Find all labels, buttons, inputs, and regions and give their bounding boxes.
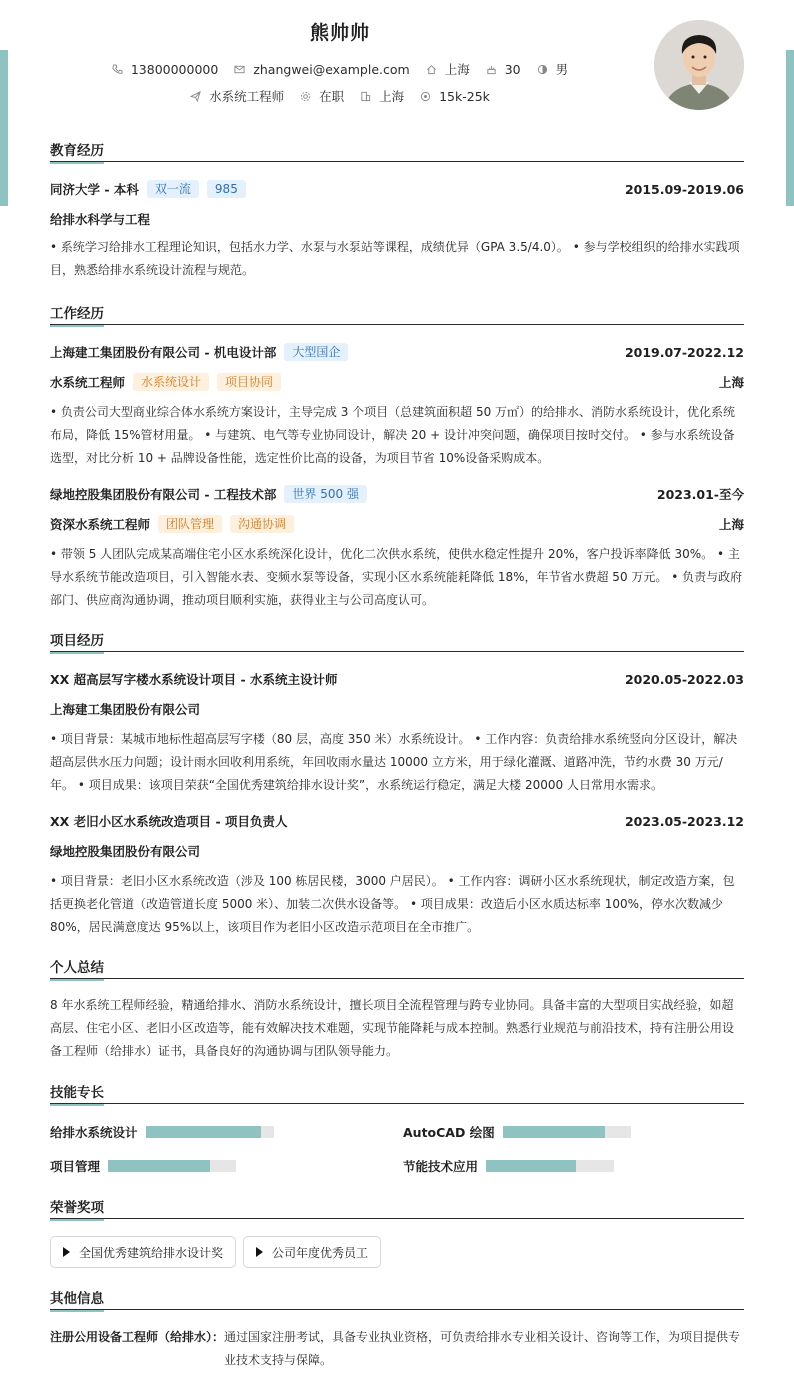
education-description: • 系统学习给排水工程理论知识，包括水力学、水泵与水泵站等课程，成绩优异（GPA 3.5/4.0）。 • 参与学校组织的给排水实践项目，熟悉给排水系统设计流程与规范。 <box>50 240 740 277</box>
section-work-title: 工作经历 <box>50 302 744 325</box>
age-text: 30 <box>504 61 521 77</box>
project-company: 上海建工集团股份有限公司 <box>50 702 201 717</box>
section-other-title: 其他信息 <box>50 1287 744 1310</box>
job-intent-row <box>0 87 680 105</box>
skill-name: 节能技术应用 <box>403 1159 479 1174</box>
skill-item <box>403 1123 631 1141</box>
work-location: 上海 <box>718 375 744 390</box>
skill-bar <box>108 1160 236 1172</box>
skill-bar-fill <box>503 1126 605 1138</box>
work-tag: 水系统设计 <box>133 373 209 391</box>
gender-item <box>537 60 569 78</box>
school-name: 同济大学 - 本科 <box>50 182 139 197</box>
summary-text: 8 年水系统工程师经验，精通给排水、消防水系统设计，擅长项目全流程管理与跨专业协同。具备丰富的大型项目实战经验，如超高层、住宅小区、老旧小区改造等，能有效解决技术难题，实现节能降耗与成本控制。熟悉行业规范与前沿技术，持有注册公用设备工程师（给排水）证书，具备良好的沟通协调与团队领导能力。 <box>50 998 735 1058</box>
project-company: 绿地控股集团股份有限公司 <box>50 844 201 859</box>
skill-name: AutoCAD 绘图 <box>403 1125 495 1140</box>
award-text: 公司年度优秀员工 <box>272 1245 369 1260</box>
gender-icon <box>537 64 548 75</box>
position-text: 水系统工程师 <box>209 89 285 104</box>
gender-text: 男 <box>555 62 569 77</box>
building-icon <box>360 91 371 102</box>
education-tag: 双一流 <box>147 180 199 198</box>
work-title-row <box>50 515 744 533</box>
work-tag: 沟通协调 <box>230 515 294 533</box>
award-text: 全国优秀建筑给排水设计奖 <box>79 1245 224 1260</box>
age-item <box>486 62 521 77</box>
skill-bar <box>146 1126 274 1138</box>
project-description: • 项目背景：某城市地标性超高层写字楼（80 层，高度 350 米）水系统设计。 • 工作内容：负责给排水系统竖向分区设计，解决超高层供水压力问题；设计雨水回收利用系统，年回收雨水量达 10000 立方米，用于绿化灌溉、道路冲洗，节约水费 30 万元/年。 • 项目成果：该项目荣获“全国优秀建筑给排水设计奖”，水系统运行稳定，满足大楼 20000 人日常用水需求。 <box>50 732 738 792</box>
company-tag: 世界 500 强 <box>284 485 367 503</box>
hometown-item <box>426 60 470 78</box>
company-tag: 大型国企 <box>284 343 348 361</box>
work-company: 绿地控股集团股份有限公司 - 工程技术部 <box>50 487 277 502</box>
city-item <box>360 87 404 105</box>
status-item <box>300 87 344 105</box>
major-row <box>50 210 744 228</box>
project-row <box>50 670 744 688</box>
project-row <box>50 812 744 830</box>
phone-text: 13800000000 <box>130 61 219 77</box>
work-tag: 项目协同 <box>217 373 281 391</box>
skill-bar-fill <box>146 1126 261 1138</box>
salary-item <box>420 89 490 104</box>
section-education-title: 教育经历 <box>50 139 744 162</box>
skill-name: 项目管理 <box>50 1159 101 1174</box>
work-date: 2023.01-至今 <box>656 487 744 502</box>
section-honors-title: 荣誉奖项 <box>50 1196 744 1219</box>
coin-icon <box>420 91 431 102</box>
work-company-row <box>50 343 744 361</box>
skill-bar-fill <box>108 1160 210 1172</box>
email-item <box>234 62 409 77</box>
phone-icon <box>112 64 123 75</box>
work-tag: 团队管理 <box>158 515 222 533</box>
work-title-row <box>50 373 744 391</box>
skill-name: 给排水系统设计 <box>50 1125 138 1140</box>
project-date: 2023.05-2023.12 <box>624 813 744 829</box>
education-date: 2015.09-2019.06 <box>624 181 744 197</box>
project-name: XX 老旧小区水系统改造项目 - 项目负责人 <box>50 814 288 829</box>
salary-text: 15k-25k <box>439 88 490 104</box>
other-info-value: 通过国家注册考试，具备专业执业资格，可负责给排水专业相关设计、咨询等工作，为项目提供专业技术支持与保障。 <box>224 1330 741 1367</box>
email-text: zhangwei@example.com <box>253 61 410 77</box>
skill-bar-fill <box>486 1160 576 1172</box>
section-summary-title: 个人总结 <box>50 956 744 979</box>
candidate-name: 熊帅帅 <box>309 22 370 44</box>
skill-bar <box>503 1126 631 1138</box>
other-info-key: 注册公用设备工程师（给排水）： <box>50 1330 225 1344</box>
hometown-text: 上海 <box>444 62 470 77</box>
education-row <box>50 180 744 198</box>
other-info <box>50 1326 744 1372</box>
gear-icon <box>300 91 311 102</box>
award-item <box>243 1236 381 1268</box>
play-icon <box>63 1247 70 1257</box>
work-description: • 负责公司大型商业综合体水系统方案设计，主导完成 3 个项目（总建筑面积超 50 万㎡）的给排水、消防水系统设计，优化系统布局，降低 15%管材用量。 • 与建筑、电气等专业协同设计，解决 20 + 设计冲突问题，确保项目按时交付。 • 参与水系统设备选型，对比分析 10 + 品牌设备性能，选定性价比高的设备，为项目节省 10%设备采购成本。 <box>50 405 736 465</box>
work-location: 上海 <box>718 517 744 532</box>
award-item <box>50 1236 236 1268</box>
project-date: 2020.05-2022.03 <box>624 671 744 687</box>
skill-item <box>50 1123 274 1141</box>
resume-header <box>0 0 794 140</box>
contact-row <box>0 60 680 78</box>
project-name: XX 超高层写字楼水系统设计项目 - 水系统主设计师 <box>50 672 338 687</box>
skill-item <box>50 1157 236 1175</box>
work-company: 上海建工集团股份有限公司 - 机电设计部 <box>50 345 277 360</box>
work-title: 水系统工程师 <box>50 375 126 390</box>
project-description: • 项目背景：老旧小区水系统改造（涉及 100 栋居民楼，3000 户居民）。 • 工作内容：调研小区水系统现状，制定改造方案，包括更换老化管道（改造管道长度 5000 米）、加装二次供水设备等。 • 项目成果：改造后小区水质达标率 100%，停水次数减少 80%，居民满意度达 95%以上，该项目作为老旧小区改造示范项目在全市推广。 <box>50 874 735 934</box>
email-icon <box>234 64 245 75</box>
send-icon <box>190 91 201 102</box>
work-date: 2019.07-2022.12 <box>624 344 744 360</box>
status-text: 在职 <box>319 89 345 104</box>
project-company-row <box>50 700 744 718</box>
major-name: 给排水科学与工程 <box>50 212 151 227</box>
section-skills-title: 技能专长 <box>50 1081 744 1104</box>
skill-bar <box>486 1160 614 1172</box>
work-description: • 带领 5 人团队完成某高端住宅小区水系统深化设计，优化二次供水系统，使供水稳定性提升 20%，客户投诉率降低 30%。 • 主导水系统节能改造项目，引入智能水表、变频水泵等设备，实现小区水系统能耗降低 18%，年节省水费超 50 万元。 • 负责与政府部门、供应商沟通协调，推动项目顺利实施，获得业主与公司高度认可。 <box>50 547 743 607</box>
skill-item <box>403 1157 614 1175</box>
cake-icon <box>486 64 497 75</box>
avatar <box>654 20 744 110</box>
phone-item <box>112 62 218 77</box>
section-project-title: 项目经历 <box>50 629 744 652</box>
city-text: 上海 <box>379 89 405 104</box>
work-title: 资深水系统工程师 <box>50 517 151 532</box>
work-company-row <box>50 485 744 503</box>
position-item <box>190 87 284 105</box>
home-icon <box>426 64 437 75</box>
project-company-row <box>50 842 744 860</box>
education-tag: 985 <box>207 180 246 198</box>
play-icon <box>256 1247 263 1257</box>
